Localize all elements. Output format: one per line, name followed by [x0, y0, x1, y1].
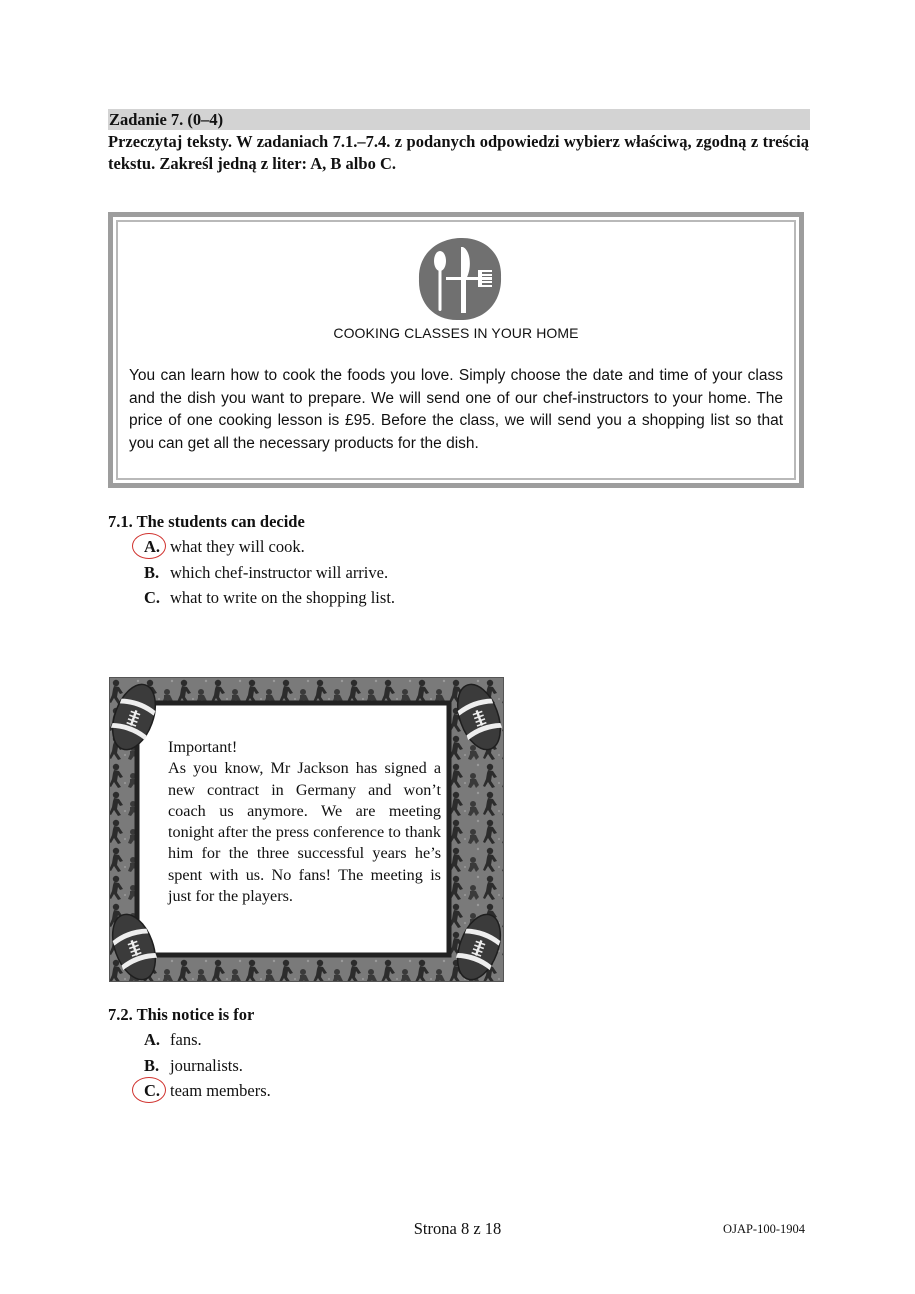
option-letter: B. [144, 562, 160, 582]
option-c[interactable] [108, 1078, 271, 1104]
option-letter: A. [144, 537, 161, 556]
fork-and-knife-icon [416, 235, 504, 323]
option-text: journalists. [170, 1055, 243, 1075]
task-header: Zadanie 7. (0–4) [108, 109, 810, 130]
cooking-text: You can learn how to cook the foods you love. Simply choose the date and time of your class and the dish you want to prepare. We will send one of our chef-instructors to your home. The price of one cooking lesson is £95. Before the class, we will send you a shopping list so that you can get all the necessary products for the dish. [129, 367, 783, 452]
option-b[interactable] [108, 1053, 271, 1079]
answer-circle [132, 533, 166, 559]
notice-heading: Important! [168, 738, 238, 756]
question-title: 7.1. The students can decide [108, 512, 305, 531]
option-letter: B. [144, 1055, 160, 1075]
option-a[interactable] [108, 1027, 271, 1053]
cooking-box-inner-border [116, 220, 796, 480]
cooking-title: COOKING CLASSES IN YOUR HOME [333, 325, 579, 341]
option-a[interactable] [108, 534, 395, 560]
option-text: team members. [170, 1081, 271, 1100]
option-text: what they will cook. [170, 537, 305, 556]
option-letter: C. [144, 1081, 161, 1100]
answer-circle [132, 1077, 166, 1103]
notice-body: As you know, Mr Jackson has signed a new contract in Germany and won’t coach us anymore. We are meeting tonight after the press conference to thank him for the three successful years he’s spent with us. No fans! The meeting is just for the players. [168, 759, 441, 906]
option-text: fans. [170, 1030, 202, 1049]
option-letter: A. [144, 1030, 161, 1049]
cooking-classes-box [108, 212, 804, 488]
question-title: 7.2. This notice is for [108, 1005, 255, 1024]
exam-code: OJAP-100-1904 [723, 1222, 805, 1236]
football-notice [109, 677, 504, 982]
option-text: what to write on the shopping list. [170, 588, 396, 607]
option-c[interactable] [108, 585, 395, 611]
notice-text [168, 737, 441, 907]
option-letter: C. [144, 588, 161, 607]
question-7-2 [108, 1002, 271, 1104]
page-number: Strona 8 z 18 [413, 1219, 502, 1238]
task-instructions: Przeczytaj teksty. W zadaniach 7.1.–7.4. z podanych odpowiedzi wybierz właściwą, zgodną z treścią tekstu. Zakreśl jedną z liter: A, B albo C. [108, 132, 809, 173]
option-text: which chef-instructor will arrive. [170, 562, 389, 582]
option-b[interactable] [108, 560, 395, 586]
question-7-1 [108, 509, 395, 611]
